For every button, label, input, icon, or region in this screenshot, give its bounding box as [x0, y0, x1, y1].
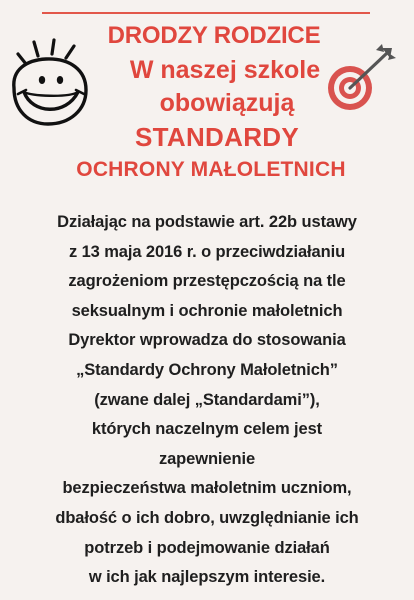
body-line: których naczelnym celem jest — [91, 420, 323, 439]
headline-line-3: obowiązują — [159, 89, 295, 117]
top-divider — [42, 12, 370, 14]
body-line: seksualnym i ochronie małoletnich — [71, 301, 343, 320]
headline-greeting: DRODZY RODZICE — [107, 22, 321, 49]
body-line: potrzeb i podejmowanie działań — [84, 538, 330, 557]
body-line: w ich jak najlepszym interesie. — [88, 568, 326, 587]
body-line: z 13 maja 2016 r. o przeciwdziałaniu — [68, 242, 346, 261]
headline-line-5: OCHRONY MAŁOLETNICH — [76, 158, 346, 181]
body-line: dbałość o ich dobro, uwzględnianie ich — [55, 508, 359, 527]
headline-line-2: W naszej szkole — [129, 56, 321, 84]
body-line: „Standardy Ochrony Małoletnich” — [76, 360, 338, 379]
headline — [0, 24, 414, 180]
body-line: Działając na podstawie art. 22b ustawy — [57, 213, 357, 231]
headline-line-4: STANDARDY — [135, 122, 299, 152]
body-paragraph — [6, 208, 408, 593]
body-line: bezpieczeństwa małoletnim uczniom, — [62, 479, 352, 498]
body-line: zapewnienie — [158, 449, 256, 468]
body-line: (zwane dalej „Standardami”), — [94, 390, 320, 409]
body-line: zagrożeniom przestępczością na tle — [68, 272, 346, 291]
body-line: Dyrektor wprowadza do stosowania — [68, 331, 346, 350]
